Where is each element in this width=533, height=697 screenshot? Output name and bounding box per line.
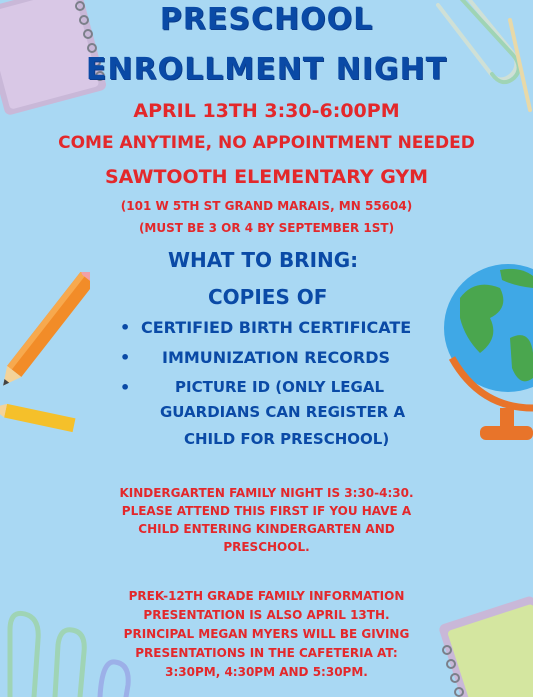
kindergarten-note-line: CHILD ENTERING KINDERGARTEN AND (138, 522, 395, 536)
bring-item-label: PICTURE ID (ONLY LEGAL (175, 378, 385, 396)
event-date-time: APRIL 13TH 3:30-6:00PM (133, 100, 400, 122)
event-address: (101 W 5TH ST GRAND MARAIS, MN 55604) (120, 199, 413, 213)
event-location: SAWTOOTH ELEMENTARY GYM (104, 166, 429, 188)
prek-note-line: PREK-12TH GRADE FAMILY INFORMATION (128, 589, 405, 603)
kindergarten-note-line: KINDERGARTEN FAMILY NIGHT IS 3:30-4:30. (119, 486, 414, 500)
kindergarten-note (0, 484, 533, 556)
bullet-icon: • (120, 348, 131, 367)
prek-note-line: PRESENTATION IS ALSO APRIL 13TH. (143, 608, 390, 622)
prek-note-line: PRESENTATIONS IN THE CAFETERIA AT: (135, 646, 398, 660)
prek-note-line: PRINCIPAL MEGAN MYERS WILL BE GIVING (123, 627, 410, 641)
bullet-icon: • (120, 378, 131, 397)
prek-note (0, 587, 533, 682)
bullet-icon: • (120, 318, 131, 337)
age-requirement: (MUST BE 3 OR 4 BY SEPTEMBER 1ST) (138, 221, 395, 235)
bring-item-picture-id (120, 378, 440, 448)
bring-item-label: GUARDIANS CAN REGISTER A (160, 403, 406, 421)
title-line-2: ENROLLMENT NIGHT (85, 52, 448, 87)
bring-item-label: IMMUNIZATION RECORDS (162, 348, 391, 367)
kindergarten-note-line: PLEASE ATTEND THIS FIRST IF YOU HAVE A (121, 504, 412, 518)
bring-item-label: CERTIFIED BIRTH CERTIFICATE (141, 318, 412, 337)
bring-item-label: CHILD FOR PRESCHOOL) (184, 430, 390, 448)
kindergarten-note-line: PRESCHOOL. (223, 540, 310, 554)
prek-note-line: 3:30PM, 4:30PM AND 5:30PM. (165, 665, 368, 679)
title-line-1: PRESCHOOL (159, 2, 374, 37)
pencil-icon (0, 272, 90, 452)
what-to-bring-heading: WHAT TO BRING: (168, 248, 359, 272)
walk-in-note: COME ANYTIME, NO APPOINTMENT NEEDED (58, 133, 475, 153)
copies-of-heading: COPIES OF (208, 285, 328, 309)
globe-icon (440, 258, 533, 448)
